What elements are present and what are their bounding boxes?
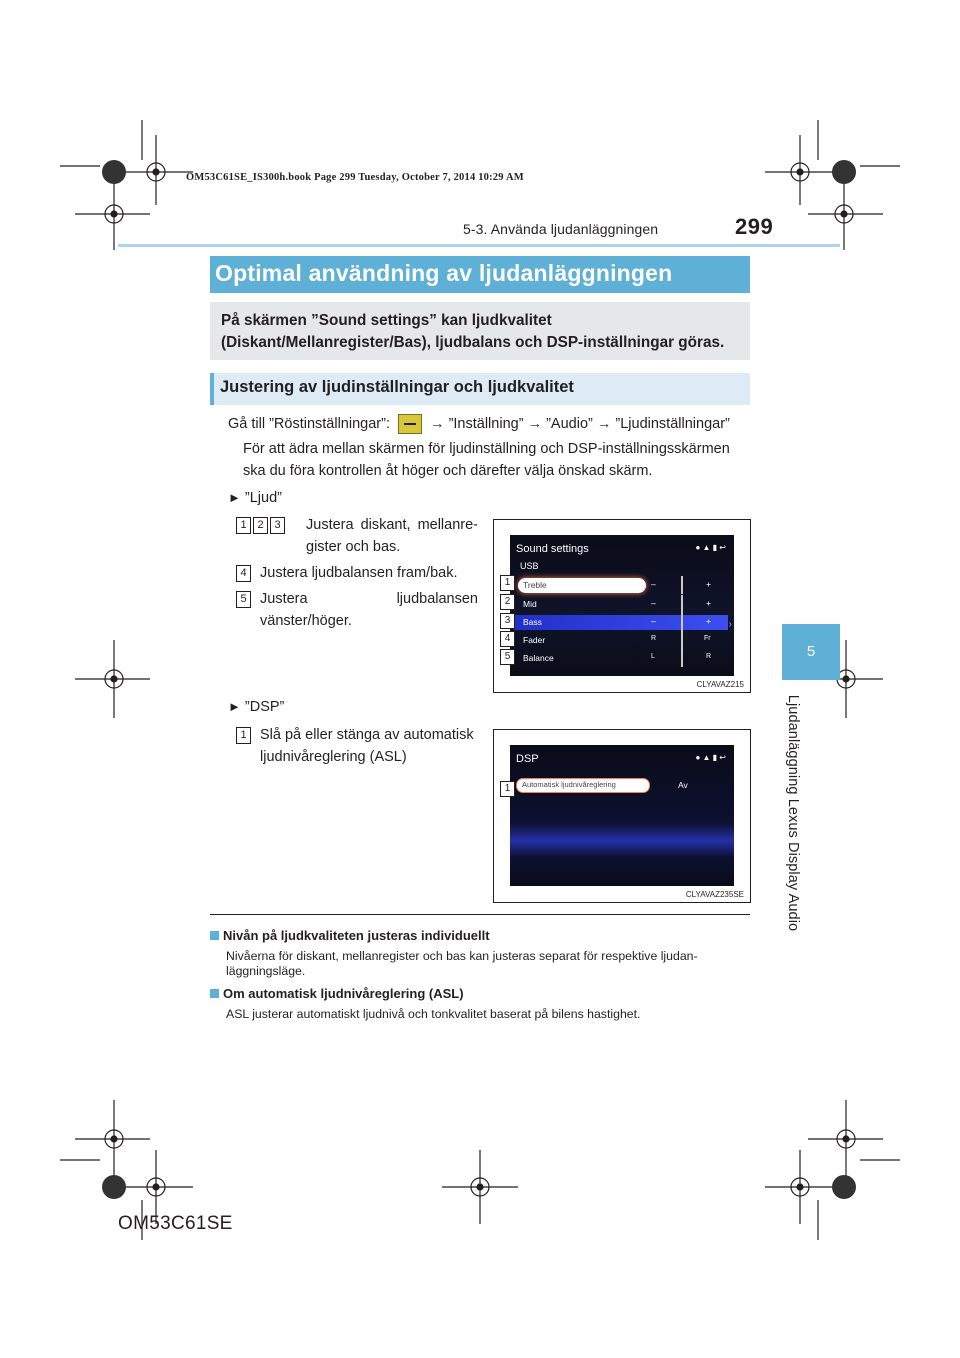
num-1: 1 bbox=[236, 517, 251, 534]
section-heading: Justering av ljudinställningar och ljudkvalitet bbox=[220, 378, 574, 396]
triangle-bullet-icon: ► bbox=[228, 699, 241, 714]
callout-1: 1 bbox=[500, 781, 515, 797]
note-heading-1: Nivån på ljudkvaliteten justeras individuellt bbox=[210, 928, 490, 943]
chapter-tab: 5 bbox=[782, 624, 840, 680]
footer-code: OM53C61SE bbox=[118, 1213, 233, 1234]
status-icons: ● ▲ ▮ ↩ bbox=[695, 543, 726, 552]
num-1: 1 bbox=[236, 727, 251, 744]
row-fader: Fader R Fr bbox=[518, 633, 728, 648]
ljud-item-1-text: Justera diskant, mellanre-gister och bas. bbox=[306, 517, 478, 555]
asl-row: Automatisk ljudnivåreglering Av bbox=[516, 778, 726, 793]
status-icons: ● ▲ ▮ ↩ bbox=[695, 753, 726, 762]
dsp-heading: ► ”DSP” bbox=[228, 699, 285, 715]
sound-settings-screen bbox=[510, 535, 734, 676]
figure-code: CLYAVAZ215 bbox=[696, 680, 744, 689]
ljud-item-2-text: Justera ljudbalansen fram/bak. bbox=[260, 565, 458, 581]
note-heading-2: Om automatisk ljudnivåreglering (ASL) bbox=[210, 986, 464, 1001]
num-2: 2 bbox=[253, 517, 268, 534]
row-bass: Bass – + bbox=[514, 615, 728, 630]
figure-code: CLYAVAZ235SE bbox=[685, 890, 744, 899]
num-4: 4 bbox=[236, 565, 251, 582]
book-info-line: OM53C61SE_IS300h.book Page 299 Tuesday, October 7, 2014 10:29 AM bbox=[186, 172, 524, 183]
screen-source: USB bbox=[520, 561, 539, 571]
square-bullet-icon bbox=[210, 931, 219, 940]
ljud-heading: ► ”Ljud” bbox=[228, 490, 282, 506]
callout-3: 3 bbox=[500, 613, 515, 629]
row-mid: Mid – + bbox=[518, 597, 728, 612]
screen-title: DSP bbox=[516, 753, 539, 765]
ljud-item-3-text: Justera ljudbalansen vänster/höger. bbox=[260, 591, 478, 629]
page-title: Optimal användning av ljudanläggningen bbox=[215, 260, 673, 286]
callout-2: 2 bbox=[500, 594, 515, 610]
num-3: 3 bbox=[270, 517, 285, 534]
callout-4: 4 bbox=[500, 631, 515, 647]
square-bullet-icon bbox=[210, 989, 219, 998]
dsp-screenshot bbox=[493, 729, 751, 903]
nav-description: För att ädra mellan skärmen för ljudinställning och DSP-inställningsskärmen ska du föra kontrollen åt höger och därefter välja önskad skärm. bbox=[243, 441, 730, 479]
num-5: 5 bbox=[236, 591, 251, 608]
triangle-bullet-icon: ► bbox=[228, 490, 241, 505]
dsp-item-text: Slå på eller stänga av automatisk ljudnivåreglering (ASL) bbox=[260, 727, 474, 765]
note-body-2: ASL justerar automatiskt ljudnivå och tonkvalitet baserat på bilens hastighet. bbox=[226, 1007, 641, 1021]
note-body-1: Nivåerna för diskant, mellanregister och bas kan justeras separat för respektive ljudan-läggningsläge. bbox=[226, 949, 698, 978]
menu-icon bbox=[398, 414, 422, 434]
dsp-item bbox=[236, 724, 253, 746]
row-treble: Treble – + bbox=[518, 578, 728, 593]
chapter-side-label: Ljudanläggning Lexus Display Audio bbox=[785, 694, 801, 932]
running-header-section: 5-3. Använda ljudanläggningen bbox=[463, 221, 659, 237]
section-heading-bar bbox=[210, 373, 750, 405]
intro-text: På skärmen ”Sound settings” kan ljudkvalitet (Diskant/Mellanregister/Bas), ljudbalans och DSP-inställningar göras. bbox=[221, 312, 725, 351]
screen-title: Sound settings bbox=[516, 543, 589, 555]
page-title-bar bbox=[210, 256, 750, 293]
sound-settings-screenshot bbox=[493, 519, 751, 693]
intro-box bbox=[210, 302, 750, 360]
callout-5: 5 bbox=[500, 649, 515, 665]
header-rule bbox=[118, 244, 840, 247]
notes-rule bbox=[210, 914, 750, 915]
nav-path: Gå till ”Röstinställningar”: → ”Inställning” → ”Audio” → ”Ljudinställningar” bbox=[228, 413, 748, 435]
dsp-screen bbox=[510, 745, 734, 886]
row-balance: Balance L R bbox=[518, 651, 728, 666]
callout-1: 1 bbox=[500, 575, 515, 591]
scroll-arrow-icon: › bbox=[728, 619, 732, 630]
page-number: 299 bbox=[735, 214, 774, 239]
section-accent bbox=[210, 373, 214, 405]
